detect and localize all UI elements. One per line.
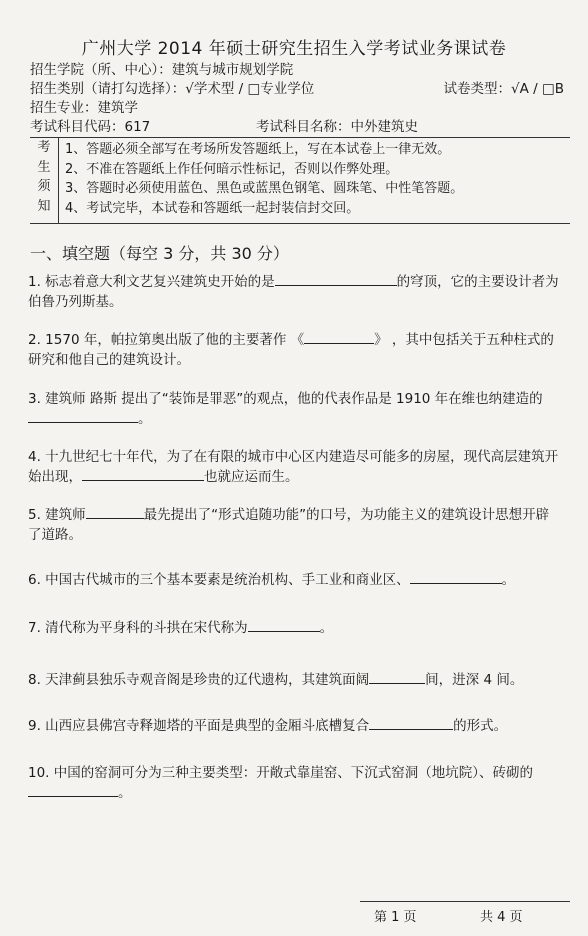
info-subject-code: 考试科目代码：617 (30, 119, 151, 135)
notice-item: 2、不准在答题纸上作任何暗示性标记，否则以作弊处理。 (65, 161, 399, 177)
question-4 (28, 447, 560, 487)
notice-side-char: 须 (37, 179, 51, 194)
question-1 (28, 272, 560, 312)
notice-side-label (30, 138, 59, 223)
question-8 (28, 670, 560, 690)
answer-blank (28, 409, 138, 423)
notice-item: 3、答题时必须使用蓝色、黑色或蓝黑色钢笔、圆珠笔、中性笔答题。 (65, 181, 464, 196)
question-text: 9. 山西应县佛宫寺释迦塔的平面是典型的金厢斗底槽复合 (28, 718, 370, 734)
answer-blank (28, 783, 118, 797)
footer-total-pages: 共 4 页 (480, 910, 523, 925)
question-text: 间，进深 4 间。 (425, 672, 524, 688)
question-text: 2. 1570 年，帕拉第奥出版了他的主要著作 《 (28, 332, 305, 348)
question-text: 。 (118, 785, 132, 801)
question-text: 3. 建筑师 路斯 提出了“装饰是罪恶”的观点，他的代表作品是 1910 年在维也纳建造的 (28, 391, 543, 407)
question-text: 也就应运而生。 (204, 469, 299, 485)
notice-item: 1、答题必须全部写在考场所发答题纸上，写在本试卷上一律无效。 (65, 142, 451, 157)
notice-side-char: 生 (37, 159, 51, 175)
question-3 (28, 389, 560, 429)
question-text: 的形式。 (453, 718, 508, 734)
answer-blank (369, 716, 453, 730)
question-text: 》 ，其中包括关于五种柱式的研究和他自己的建筑设计。 (28, 332, 554, 368)
notice-side-char: 知 (37, 198, 51, 214)
question-text: 7. 清代称为平身科的斗拱在宋代称为 (28, 620, 248, 636)
info-category: 招生类别（请打勾选择）：√学术型 / □专业学位 (30, 81, 315, 97)
question-text: 4. 十九世纪七十年代，为了在有限的城市中心区内建造尽可能多的房屋，现代高层建筑开始出现， (28, 449, 559, 485)
answer-blank (275, 272, 397, 286)
question-5 (28, 505, 560, 545)
answer-blank (369, 670, 425, 684)
info-major: 招生专业：建筑学 (30, 100, 138, 116)
question-text: 5. 建筑师 (28, 507, 86, 523)
info-college-row (30, 61, 570, 80)
question-text: 。 (501, 572, 516, 588)
question-text: 最先提出了“形式追随功能”的口号，为功能主义的建筑设计思想开辟了道路。 (28, 507, 550, 543)
info-paper-type: 试卷类型：√A / □B (443, 81, 564, 97)
answer-blank (82, 467, 204, 481)
question-text: 8. 天津蓟县独乐寺观音阁是珍贵的辽代遗构，其建筑面阔 (28, 672, 370, 688)
exam-info (30, 61, 570, 138)
answer-blank (248, 618, 320, 632)
info-major-row (30, 99, 570, 118)
footer-divider (360, 901, 570, 902)
answer-blank (304, 330, 374, 344)
info-subject-name: 考试科目名称：中外建筑史 (256, 119, 418, 135)
notice-list (65, 140, 565, 218)
question-10 (28, 763, 560, 803)
notice-item: 4、考试完毕，本试卷和答题纸一起封装信封交回。 (65, 200, 360, 216)
section-title: 一、填空题（每空 3 分，共 30 分） (30, 244, 289, 263)
candidate-notice (30, 137, 570, 224)
answer-blank (86, 505, 144, 519)
question-text: 1. 标志着意大利文艺复兴建筑史开始的是 (28, 274, 275, 290)
page-title: 广州大学 2014 年硕士研究生招生入学考试业务课试卷 (81, 39, 507, 59)
info-college: 招生学院（所、中心）：建筑与城市规划学院 (30, 62, 294, 78)
question-text: 的穹顶，它的主要设计者为伯鲁乃列斯基。 (28, 274, 559, 310)
question-text: 。 (138, 411, 152, 427)
question-text: 10. 中国的窑洞可分为三种主要类型：开敞式靠崖窑、下沉式窑洞（地坑院）、砖砌的 (28, 765, 534, 781)
question-text: 6. 中国古代城市的三个基本要素是统治机构、手工业和商业区、 (28, 572, 410, 588)
question-6 (28, 570, 560, 590)
answer-blank (410, 570, 502, 584)
question-7 (28, 618, 560, 638)
question-9 (28, 716, 560, 736)
notice-side-char: 考 (37, 140, 51, 155)
question-text: 。 (319, 620, 334, 636)
info-category-row (30, 80, 570, 99)
question-2 (28, 330, 560, 370)
info-subject-row (30, 118, 570, 137)
footer-page-number: 第 1 页 (374, 910, 417, 925)
